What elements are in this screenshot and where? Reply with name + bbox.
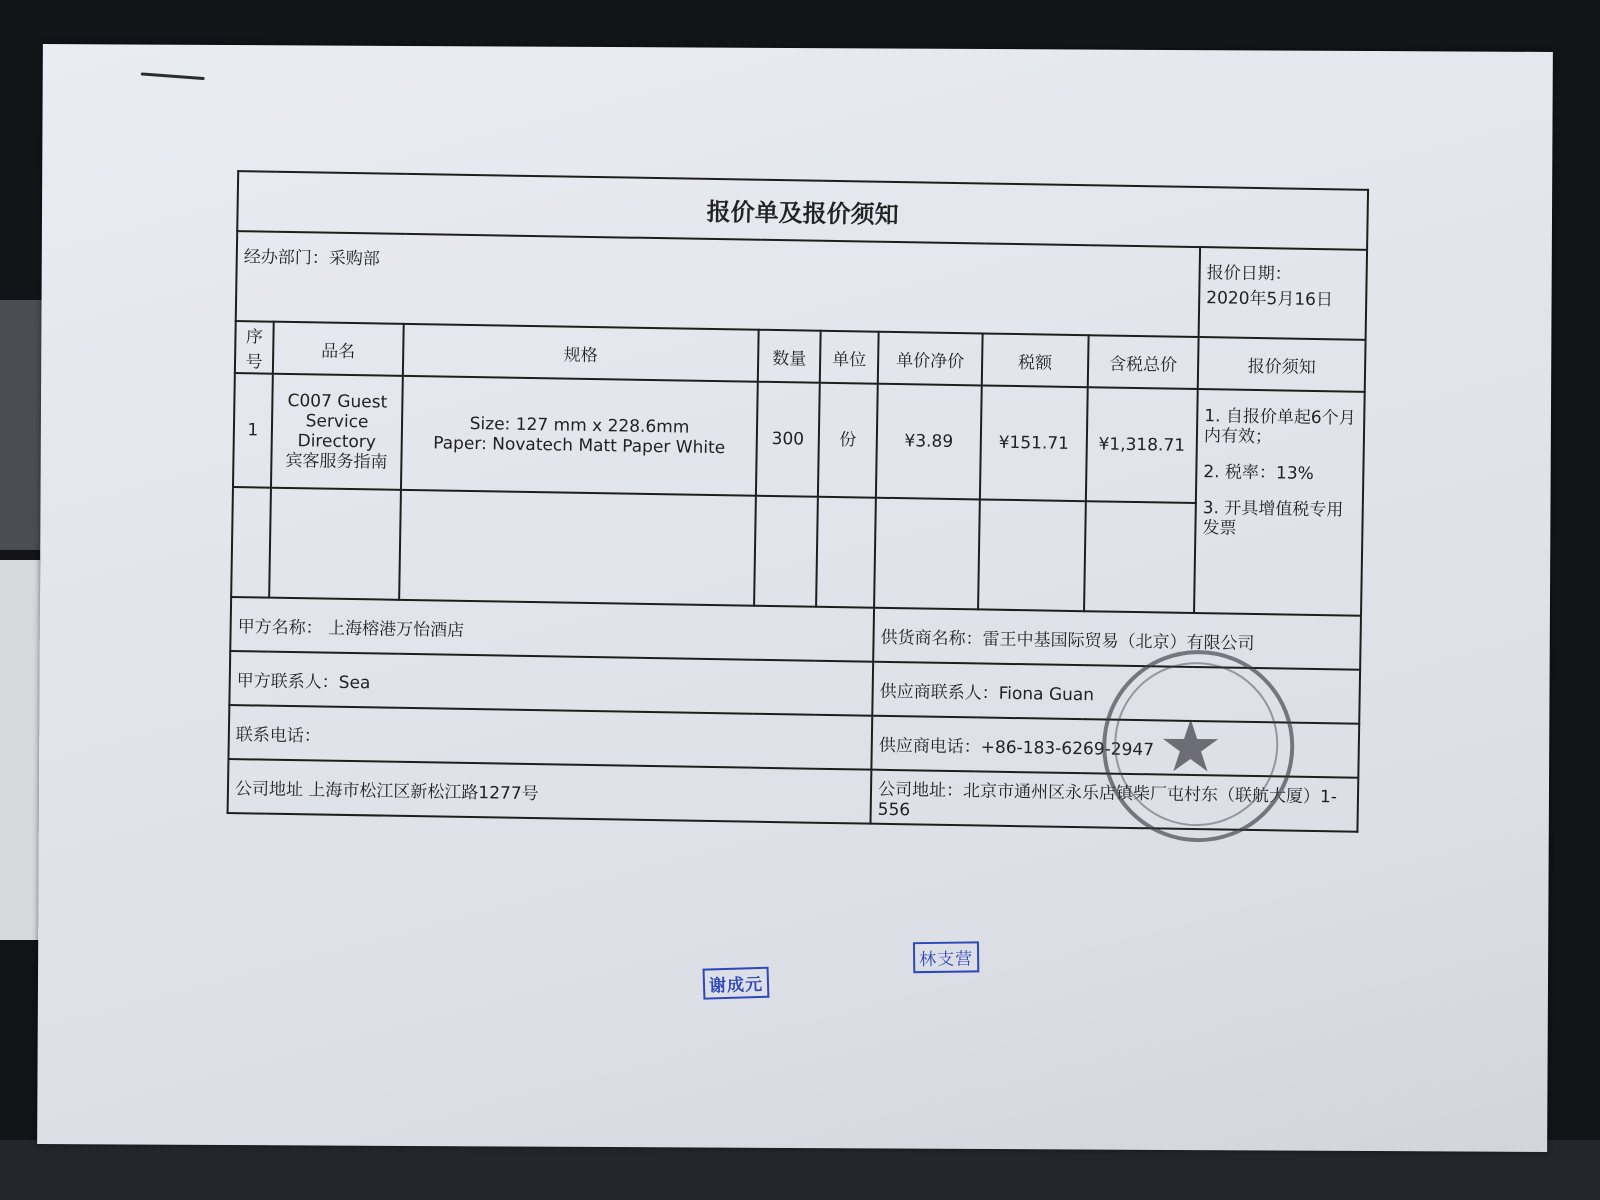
empty-cell bbox=[1084, 501, 1196, 613]
header-cell: 序号 bbox=[235, 321, 274, 374]
item-unit-price: ¥3.89 bbox=[876, 384, 982, 500]
signature-stamp-xie: 谢成元 bbox=[703, 967, 770, 1000]
item-total: ¥1,318.71 bbox=[1086, 387, 1198, 503]
item-spec-line: Size: 127 mm x 228.6mm bbox=[469, 413, 690, 438]
empty-cell bbox=[231, 487, 271, 598]
empty-cell bbox=[874, 498, 980, 610]
company-seal bbox=[1102, 650, 1295, 843]
quote-date-label: 报价日期： bbox=[1206, 263, 1292, 285]
item-name-line: 宾客服务指南 bbox=[285, 450, 388, 473]
signature-stamp-lin: 林支营 bbox=[913, 941, 979, 973]
header-cell: 单位 bbox=[820, 331, 879, 384]
supplier-phone: 供应商电话：+86-183-6269-2947 bbox=[871, 716, 1359, 778]
paper-sheet bbox=[37, 44, 1553, 1152]
quote-notes bbox=[1194, 389, 1365, 616]
star-icon: ★ bbox=[1158, 703, 1223, 789]
table-row bbox=[233, 373, 1365, 506]
empty-cell bbox=[269, 488, 401, 600]
empty-cell bbox=[978, 499, 1086, 611]
background-paper bbox=[0, 560, 40, 940]
empty-cell bbox=[399, 490, 756, 606]
empty-cell bbox=[754, 496, 818, 607]
header-cell: 单价净价 bbox=[878, 332, 983, 386]
department-field: 经办部门：采购部 bbox=[236, 231, 1200, 337]
empty-cell bbox=[816, 497, 876, 608]
item-number: 1 bbox=[233, 373, 273, 488]
note-item: 2. 税率：13% bbox=[1203, 462, 1314, 484]
header-cell: 报价须知 bbox=[1198, 337, 1366, 392]
item-tax: ¥151.71 bbox=[980, 385, 1088, 501]
header-cell: 含税总价 bbox=[1088, 335, 1199, 389]
document-title: 报价单及报价须知 bbox=[237, 171, 1368, 250]
item-name bbox=[271, 374, 403, 490]
supplier-address: 公司地址：北京市通州区永乐店镇柴厂屯村东（联航大厦）1-556 bbox=[870, 770, 1358, 832]
buyer-name: 甲方名称： 上海榕港万怡酒店 bbox=[230, 597, 874, 662]
quote-date-value: 2020年5月16日 bbox=[1206, 288, 1334, 311]
header-cell: 税额 bbox=[982, 333, 1089, 387]
staple-mark bbox=[141, 72, 205, 80]
table-row-empty bbox=[231, 487, 1363, 616]
note-item: 3. 开具增值税专用发票 bbox=[1202, 498, 1344, 539]
buyer-phone: 联系电话： bbox=[228, 705, 872, 770]
item-quantity: 300 bbox=[756, 382, 820, 497]
header-cell: 规格 bbox=[403, 324, 759, 382]
header-cell: 品名 bbox=[273, 322, 404, 376]
supplier-name: 供货商名称：雷王中基国际贸易（北京）有限公司 bbox=[873, 608, 1361, 670]
quote-date-field bbox=[1199, 247, 1368, 340]
supplier-contact: 供应商联系人：Fiona Guan bbox=[872, 662, 1360, 724]
header-cell: 数量 bbox=[758, 330, 821, 383]
item-name-line: Service Directory bbox=[297, 411, 377, 453]
item-spec-line: Paper: Novatech Matt Paper White bbox=[433, 433, 726, 459]
buyer-contact: 甲方联系人：Sea bbox=[229, 651, 873, 716]
note-item: 1. 自报价单起6个月内有效； bbox=[1203, 406, 1356, 448]
item-name-line: C007 Guest bbox=[287, 390, 388, 413]
item-spec bbox=[401, 376, 758, 496]
item-unit: 份 bbox=[818, 383, 878, 498]
buyer-address: 公司地址 上海市松江区新松江路1277号 bbox=[228, 759, 872, 824]
